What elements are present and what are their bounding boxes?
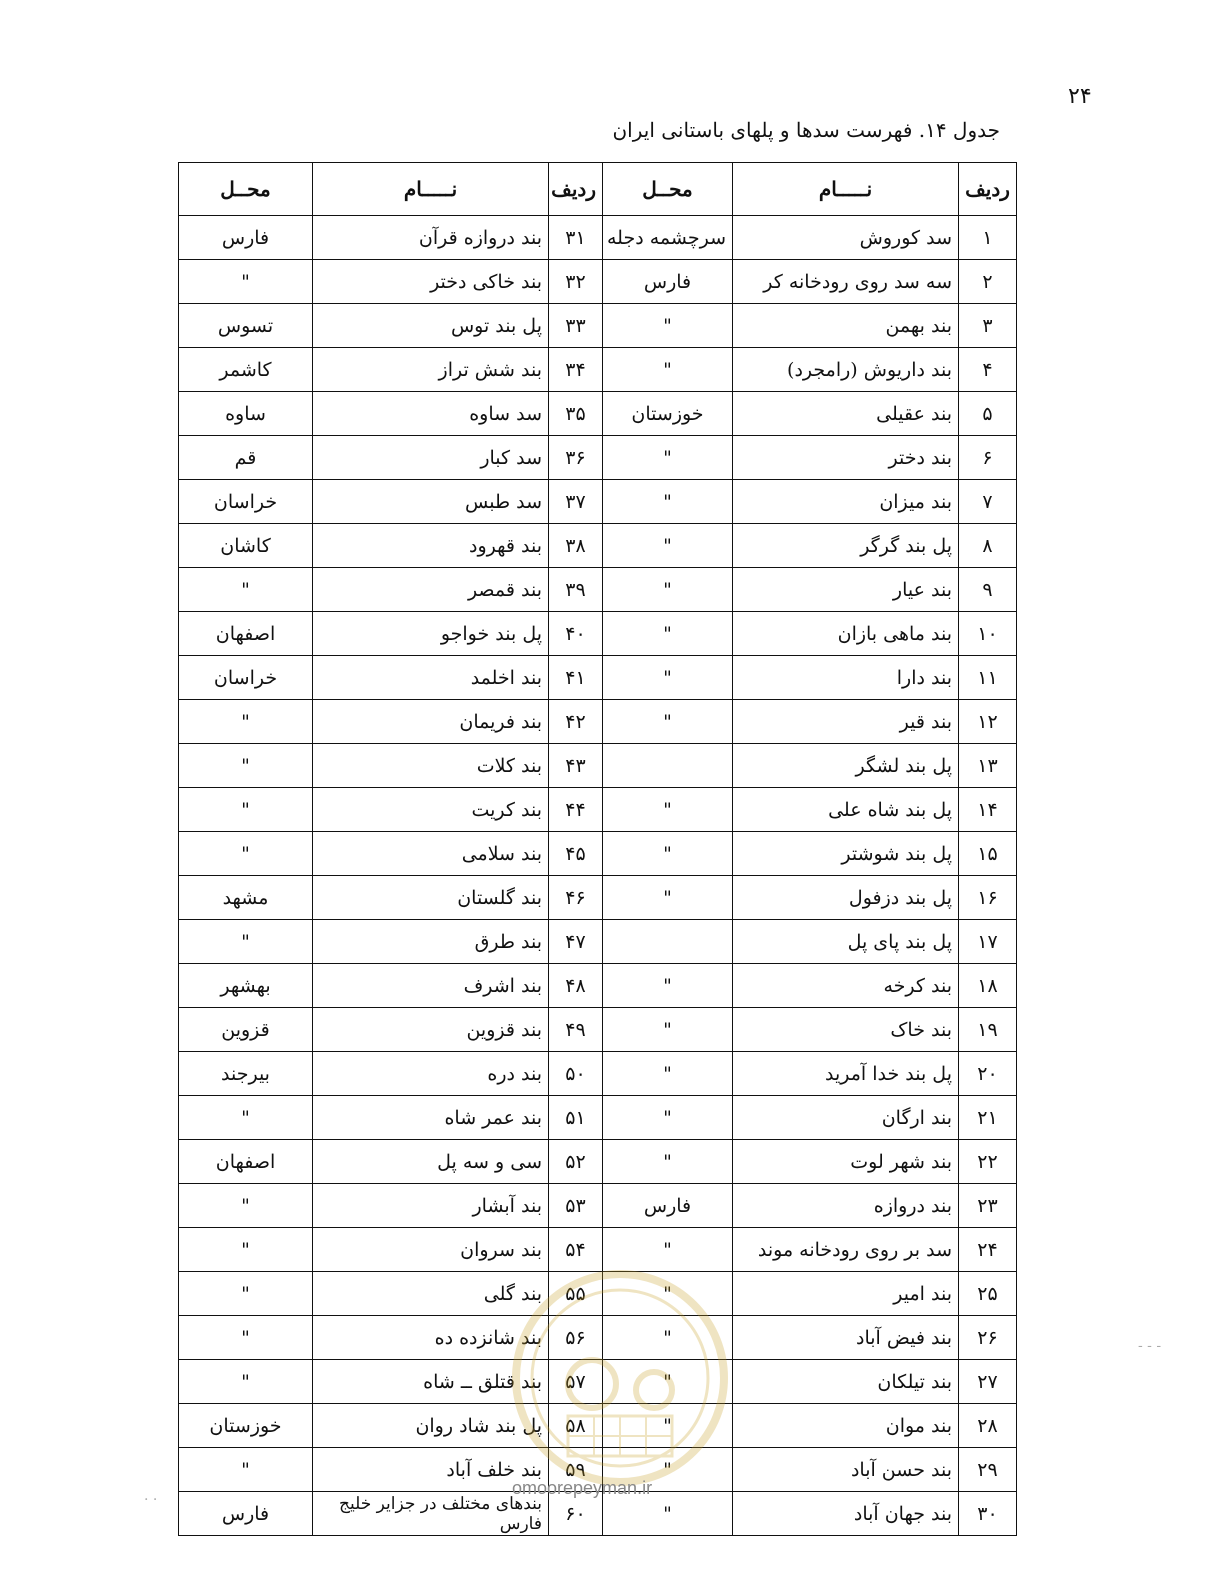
row-number-left: ۵۷ [549,1360,603,1404]
table-row [179,1140,1017,1184]
item-name-left: بند قمصر [313,568,549,612]
item-location-right: " [603,304,733,348]
row-number-left: ۳۵ [549,392,603,436]
item-name-left: بند دره [313,1052,549,1096]
item-location-right: " [603,876,733,920]
item-name-left: بندهای مختلف در جزایر خلیج فارس [313,1492,549,1536]
item-name-right: پل بند خدا آمرید [733,1052,959,1096]
header-num-left: ردیف [549,163,603,216]
item-location-right: " [603,524,733,568]
item-location-right: " [603,480,733,524]
row-number-right: ۹ [959,568,1017,612]
row-number-right: ۷ [959,480,1017,524]
item-name-right: سه سد روی رودخانه کر [733,260,959,304]
item-name-left: بند قزوین [313,1008,549,1052]
row-number-left: ۵۵ [549,1272,603,1316]
item-location-right: " [603,700,733,744]
table-row [179,1096,1017,1140]
header-loc-left: محــل [179,163,313,216]
item-name-right: بند بهمن [733,304,959,348]
item-name-right: پل بند گرگر [733,524,959,568]
item-name-left: بند کلات [313,744,549,788]
row-number-left: ۵۰ [549,1052,603,1096]
item-location-right: " [603,1140,733,1184]
row-number-left: ۴۵ [549,832,603,876]
item-name-left: بند دروازه قرآن [313,216,549,260]
scan-mark: . . [144,1488,158,1504]
item-name-left: بند خلف آباد [313,1448,549,1492]
row-number-left: ۳۸ [549,524,603,568]
table-row [179,700,1017,744]
row-number-left: ۳۲ [549,260,603,304]
item-location-right: " [603,1316,733,1360]
row-number-left: ۳۹ [549,568,603,612]
table-row [179,832,1017,876]
row-number-left: ۴۹ [549,1008,603,1052]
table-row [179,744,1017,788]
table-row [179,392,1017,436]
row-number-right: ۱۳ [959,744,1017,788]
item-name-left: بند عمر شاه [313,1096,549,1140]
row-number-right: ۲۶ [959,1316,1017,1360]
row-number-right: ۲ [959,260,1017,304]
item-location-right: " [603,656,733,700]
row-number-left: ۴۱ [549,656,603,700]
table-row [179,436,1017,480]
table-row [179,480,1017,524]
item-location-left: " [179,1184,313,1228]
table-row [179,260,1017,304]
item-location-right: " [603,1360,733,1404]
row-number-left: ۳۳ [549,304,603,348]
table-body [179,216,1017,1536]
item-name-left: پل بند توس [313,304,549,348]
item-location-right: " [603,788,733,832]
item-name-right: بند شهر لوت [733,1140,959,1184]
header-loc-right: محــل [603,163,733,216]
row-number-left: ۳۷ [549,480,603,524]
item-location-left: " [179,832,313,876]
item-name-left: بند اشرف [313,964,549,1008]
item-location-left: " [179,1448,313,1492]
scan-mark: - - - [1138,1338,1162,1354]
item-name-left: بند گلستان [313,876,549,920]
item-name-right: بند دارا [733,656,959,700]
header-name-right: نـــــام [733,163,959,216]
item-location-left: " [179,920,313,964]
row-number-right: ۲۴ [959,1228,1017,1272]
row-number-right: ۲۵ [959,1272,1017,1316]
item-location-left: کاشمر [179,348,313,392]
header-name-left: نـــــام [313,163,549,216]
row-number-left: ۴۰ [549,612,603,656]
dams-bridges-table [178,162,1016,1536]
item-name-left: سد کبار [313,436,549,480]
item-name-left: پل بند خواجو [313,612,549,656]
item-name-right: سد کوروش [733,216,959,260]
item-name-right: بند تیلکان [733,1360,959,1404]
item-location-left: " [179,1272,313,1316]
item-location-left: بهشهر [179,964,313,1008]
table-row [179,568,1017,612]
item-name-right: بند دروازه [733,1184,959,1228]
item-location-left: " [179,1316,313,1360]
item-location-left: اصفهان [179,612,313,656]
item-name-left: پل بند شاد روان [313,1404,549,1448]
row-number-left: ۴۶ [549,876,603,920]
item-name-right: پل بند لشگر [733,744,959,788]
item-name-left: بند سلامی [313,832,549,876]
table-row [179,1404,1017,1448]
row-number-right: ۳۰ [959,1492,1017,1536]
item-location-right: " [603,1008,733,1052]
item-location-right: " [603,964,733,1008]
item-location-left: کاشان [179,524,313,568]
row-number-right: ۱۹ [959,1008,1017,1052]
row-number-right: ۲۱ [959,1096,1017,1140]
item-location-left: " [179,260,313,304]
item-name-right: بند خاک [733,1008,959,1052]
item-name-left: بند قهرود [313,524,549,568]
item-location-left: تسوس [179,304,313,348]
item-location-left: خراسان [179,656,313,700]
row-number-right: ۱۲ [959,700,1017,744]
page-number: ۲۴ [1068,84,1092,109]
table-row [179,656,1017,700]
item-location-right: " [603,1448,733,1492]
item-name-right: بند کرخه [733,964,959,1008]
item-name-left: سد طبس [313,480,549,524]
row-number-right: ۲۸ [959,1404,1017,1448]
row-number-right: ۶ [959,436,1017,480]
item-name-right: سد بر روی رودخانه موند [733,1228,959,1272]
item-name-right: بند ماهی بازان [733,612,959,656]
item-name-left: بند شش تراز [313,348,549,392]
table-row [179,1272,1017,1316]
row-number-left: ۳۱ [549,216,603,260]
row-number-left: ۴۳ [549,744,603,788]
row-number-left: ۳۴ [549,348,603,392]
item-name-right: پل بند دزفول [733,876,959,920]
item-location-right: " [603,1228,733,1272]
item-name-right: بند حسن آباد [733,1448,959,1492]
row-number-right: ۱ [959,216,1017,260]
row-number-left: ۴۴ [549,788,603,832]
item-location-right: " [603,1404,733,1448]
row-number-right: ۱۱ [959,656,1017,700]
item-name-right: بند قیر [733,700,959,744]
item-location-right: خوزستان [603,392,733,436]
table-row [179,964,1017,1008]
item-location-right [603,744,733,788]
item-location-left: فارس [179,216,313,260]
item-name-left: بند طرق [313,920,549,964]
item-location-right: فارس [603,1184,733,1228]
item-location-left: بیرجند [179,1052,313,1096]
item-location-left: قم [179,436,313,480]
row-number-right: ۲۰ [959,1052,1017,1096]
item-location-right: سرچشمه دجله [603,216,733,260]
item-location-left: مشهد [179,876,313,920]
table-row [179,1316,1017,1360]
row-number-left: ۴۲ [549,700,603,744]
item-location-left: ساوه [179,392,313,436]
watermark-url: omoorepeyman.ir [512,1478,653,1498]
table-header-row [179,163,1017,216]
item-location-right: فارس [603,260,733,304]
item-location-right: " [603,612,733,656]
item-name-right: بند موان [733,1404,959,1448]
item-name-right: پل بند پای پل [733,920,959,964]
header-num-right: ردیف [959,163,1017,216]
item-name-left: بند گلی [313,1272,549,1316]
item-name-right: بند ارگان [733,1096,959,1140]
item-location-right: " [603,1052,733,1096]
row-number-left: ۴۷ [549,920,603,964]
table-row [179,348,1017,392]
item-name-left: بند شانزده ده [313,1316,549,1360]
row-number-left: ۵۴ [549,1228,603,1272]
item-name-right: بند امیر [733,1272,959,1316]
item-location-left: فارس [179,1492,313,1536]
table-row [179,920,1017,964]
item-location-right: " [603,436,733,480]
item-location-left: " [179,1228,313,1272]
row-number-left: ۵۶ [549,1316,603,1360]
item-name-right: بند داریوش (رامجرد) [733,348,959,392]
row-number-right: ۲۹ [959,1448,1017,1492]
item-name-right: بند میزان [733,480,959,524]
item-name-left: بند خاکی دختر [313,260,549,304]
item-location-left: خوزستان [179,1404,313,1448]
row-number-right: ۱۴ [959,788,1017,832]
item-location-right: " [603,832,733,876]
item-name-right: بند جهان آباد [733,1492,959,1536]
row-number-left: ۵۲ [549,1140,603,1184]
item-location-right: " [603,1272,733,1316]
item-name-right: پل بند شوشتر [733,832,959,876]
item-location-left: " [179,744,313,788]
item-location-right: " [603,1492,733,1536]
table-row [179,1052,1017,1096]
row-number-left: ۵۹ [549,1448,603,1492]
table-row [179,216,1017,260]
row-number-right: ۲۷ [959,1360,1017,1404]
item-location-right [603,920,733,964]
table-row [179,1184,1017,1228]
item-name-left: بند سروان [313,1228,549,1272]
row-number-right: ۳ [959,304,1017,348]
row-number-left: ۵۸ [549,1404,603,1448]
item-location-left: " [179,700,313,744]
row-number-left: ۳۶ [549,436,603,480]
item-name-right: بند عقیلی [733,392,959,436]
item-location-right: " [603,348,733,392]
item-location-right: " [603,568,733,612]
item-location-left: " [179,568,313,612]
item-location-left: " [179,788,313,832]
item-name-left: بند کریت [313,788,549,832]
item-location-left: " [179,1360,313,1404]
row-number-right: ۴ [959,348,1017,392]
row-number-right: ۱۰ [959,612,1017,656]
item-name-left: سی و سه پل [313,1140,549,1184]
item-name-right: بند دختر [733,436,959,480]
table-row [179,304,1017,348]
item-location-left: خراسان [179,480,313,524]
table-row [179,1228,1017,1272]
item-name-right: پل بند شاه علی [733,788,959,832]
row-number-right: ۲۲ [959,1140,1017,1184]
table-row [179,1360,1017,1404]
table-row [179,612,1017,656]
item-name-right: بند عیار [733,568,959,612]
row-number-right: ۲۳ [959,1184,1017,1228]
row-number-right: ۱۷ [959,920,1017,964]
item-location-left: اصفهان [179,1140,313,1184]
item-name-left: بند قتلق ــ شاه [313,1360,549,1404]
row-number-left: ۵۱ [549,1096,603,1140]
item-location-right: " [603,1096,733,1140]
row-number-right: ۱۵ [959,832,1017,876]
row-number-left: ۵۳ [549,1184,603,1228]
table-row [179,788,1017,832]
item-name-right: بند فیض آباد [733,1316,959,1360]
item-name-left: سد ساوه [313,392,549,436]
item-location-left: قزوین [179,1008,313,1052]
row-number-left: ۶۰ [549,1492,603,1536]
item-name-left: بند اخلمد [313,656,549,700]
row-number-right: ۵ [959,392,1017,436]
table-caption: جدول ۱۴. فهرست سدها و پلهای باستانی ایران [612,118,1000,142]
item-name-left: بند فریمان [313,700,549,744]
table-row [179,876,1017,920]
item-name-left: بند آبشار [313,1184,549,1228]
item-location-left: " [179,1096,313,1140]
row-number-right: ۸ [959,524,1017,568]
row-number-left: ۴۸ [549,964,603,1008]
table-row [179,524,1017,568]
row-number-right: ۱۸ [959,964,1017,1008]
row-number-right: ۱۶ [959,876,1017,920]
table-row [179,1008,1017,1052]
